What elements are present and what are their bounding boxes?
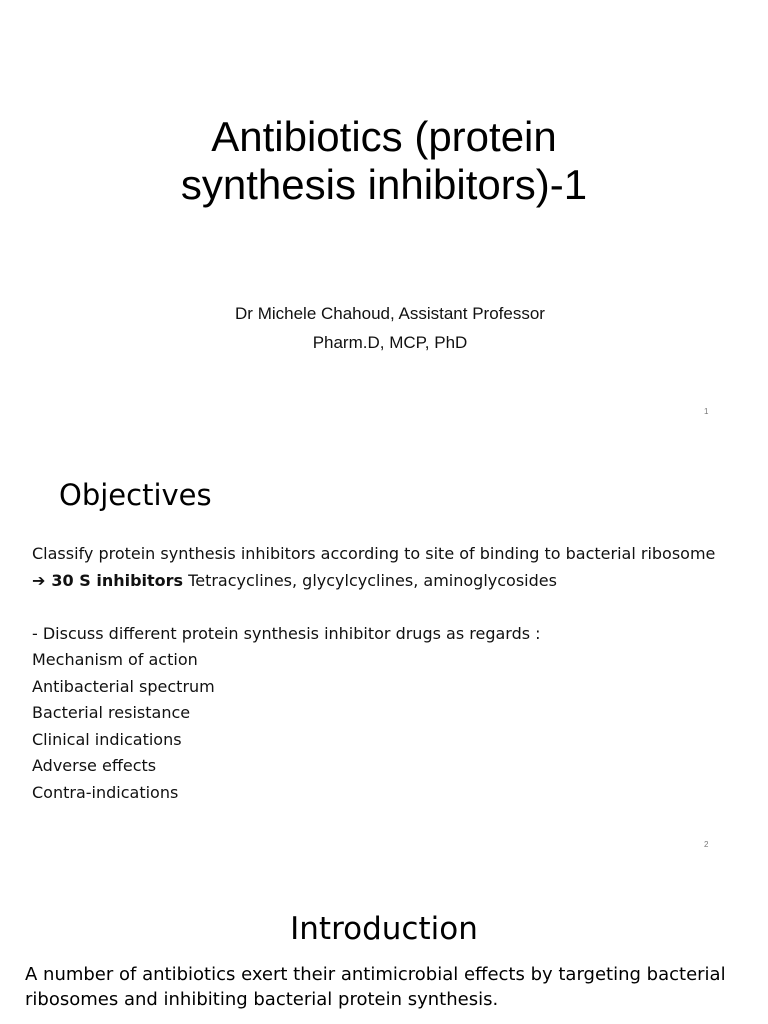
topic-item: Mechanism of action <box>32 650 198 669</box>
classify-line: Classify protein synthesis inhibitors according to site of binding to bacterial ribosome <box>32 544 716 563</box>
inhibitor-line <box>32 568 732 595</box>
body-line: A number of antibiotics exert their antimicrobial effects by targeting bacterial <box>25 964 726 985</box>
slide-title <box>0 113 768 209</box>
slide-title: Introduction <box>290 911 478 947</box>
arrow-right-icon: ➔ <box>32 570 46 590</box>
title-slide <box>0 0 768 433</box>
topic-item: Clinical indications <box>32 729 182 749</box>
slide-title-line-1: Antibiotics (protein <box>211 113 557 160</box>
introduction-slide <box>0 866 768 1024</box>
topic-item: Antibacterial spectrum <box>32 676 215 696</box>
topic-item: Contra-indications <box>32 782 179 802</box>
topic-item: Bacterial resistance <box>32 703 191 722</box>
author-block <box>0 299 768 357</box>
objectives-body <box>32 541 732 806</box>
inhibitor-label: 30 S inhibitors <box>51 570 184 590</box>
page-number: 2 <box>704 840 709 849</box>
author-credentials: Pharm.D, MCP, PhD <box>312 333 468 352</box>
page-number: 1 <box>704 407 709 416</box>
inhibitor-drugs: Tetracyclines, glycylcyclines, aminoglycosides <box>183 570 557 590</box>
introduction-body <box>25 962 755 1012</box>
objectives-slide <box>0 433 768 866</box>
spacer <box>32 594 732 621</box>
author-name: Dr Michele Chahoud, Assistant Professor <box>235 304 545 323</box>
discuss-line: - Discuss different protein synthesis inhibitor drugs as regards : <box>32 623 541 643</box>
topic-item: Adverse effects <box>32 756 157 775</box>
slide-title: Objectives <box>59 478 212 512</box>
slide-title-line-2: synthesis inhibitors)-1 <box>180 161 588 208</box>
body-line: ribosomes and inhibiting bacterial protein synthesis. <box>25 989 499 1010</box>
